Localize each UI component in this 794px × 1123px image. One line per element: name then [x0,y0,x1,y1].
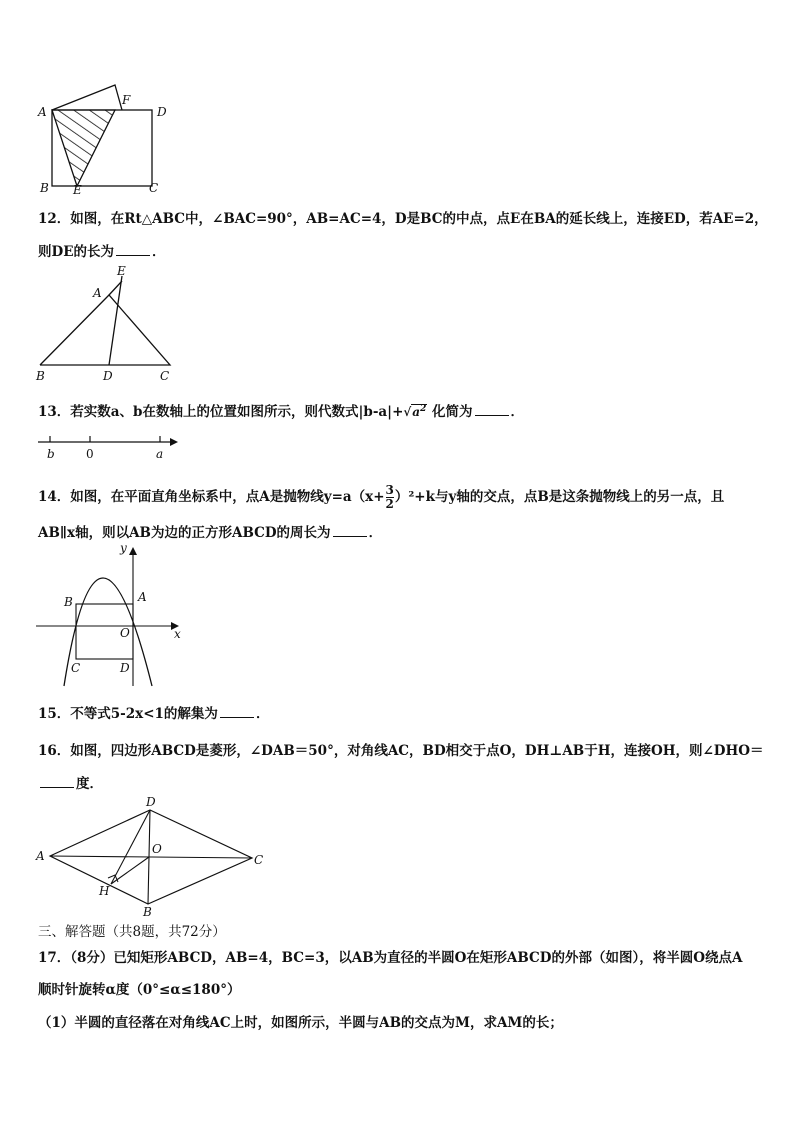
question-14-prompt: 14．如图，在平面直角坐标系中，点A是抛物线y=a（x+ [38,489,385,505]
question-13-suffix: 化简为 [432,404,473,420]
label-zero: 0 [86,447,94,461]
question-14-cont: ）²+k与y轴的交点，点B是这条抛物线上的另一点，且 [394,489,725,505]
answer-blank [40,786,74,788]
figure-12 [30,262,180,387]
label-y: y [120,541,127,555]
number-line-13 [36,432,181,462]
question-13-prompt: 13．若实数a、b在数轴上的位置如图所示，则代数式|b-a|+ [38,404,404,420]
label-F: F [122,93,131,107]
question-12-prompt: 则DE的长为 [38,244,114,260]
question-14-end: ． [368,525,383,541]
label-D: D [103,369,113,383]
question-17-part1: （1）半圆的直径落在对角线AC上时，如图所示，半圆与AB的交点为M，求AM的长； [38,1015,563,1031]
question-14-line2 [38,521,382,541]
label-O: O [120,626,130,640]
figure-14 [34,540,189,690]
answer-blank [333,535,367,537]
section-3-title: 三、解答题（共8题，共72分） [38,924,226,940]
question-12-line1: 12．如图，在Rt△ABC中，∠BAC=90°，AB=AC=4，D是BC的中点，点E在BA的延长线上，连接ED，若AE=2， [38,211,768,227]
question-12-end: ． [152,244,166,260]
label-H: H [99,884,110,898]
arrow-head [170,438,178,446]
question-14-line1 [38,484,724,511]
question-15-end: ． [255,706,270,722]
figure-16 [30,792,270,922]
label-D: D [120,661,130,675]
question-12-line2 [38,240,166,260]
label-A: A [36,849,45,863]
label-B: B [36,369,45,383]
figure-11 [30,80,180,200]
question-13 [38,400,524,420]
label-E: E [117,264,126,278]
question-17-line2: 顺时针旋转α度（0°≤α≤180°） [38,982,241,998]
answer-blank [475,414,509,416]
answer-blank [116,254,150,256]
label-D: D [146,795,156,809]
question-16-end: 度． [76,776,103,792]
label-A: A [93,286,102,300]
label-b: b [47,447,55,461]
label-E: E [73,183,82,197]
answer-blank [220,716,254,718]
segment-de [109,276,122,365]
diagonal-ac [50,856,252,858]
label-B: B [64,595,73,609]
label-a: a [156,447,164,461]
exponent: 2 [420,404,427,414]
question-17-line1: 17．（8分）已知矩形ABCD，AB=4，BC=3，以AB为直径的半圆O在矩形ABCD的外部（如图），将半圆O绕点A [38,950,743,966]
segment-dh [111,810,150,884]
label-B: B [143,905,152,919]
label-C: C [71,661,81,675]
fold-line [52,85,122,110]
label-D: D [157,105,167,119]
fraction [386,484,394,511]
question-14-line2-text: AB∥x轴，则以AB为边的正方形ABCD的周长为 [38,525,331,541]
question-16-line1: 16．如图，四边形ABCD是菱形，∠DAB＝50°，对角线AC，BD相交于点O，DH⊥AB于H，连接OH，则∠DHO＝ [38,743,764,759]
label-x: x [174,627,181,641]
radicand: a [412,405,421,419]
sqrt-expression: $√a^2$ [403,404,427,419]
triangle-abc [40,295,170,365]
denominator: 2 [385,497,394,511]
label-B: B [40,181,49,195]
label-O: O [152,842,162,856]
numerator: 3 [385,483,394,497]
question-15-prompt: 15．不等式5-2x<1的解集为 [38,706,218,722]
label-C: C [160,369,170,383]
question-13-end: ． [510,404,525,420]
question-16-line2 [38,772,103,792]
question-15 [38,702,269,722]
label-C: C [149,181,159,195]
label-A: A [38,105,47,119]
hatched-triangle [52,110,115,186]
label-C: C [254,853,264,867]
label-A: A [138,590,147,604]
